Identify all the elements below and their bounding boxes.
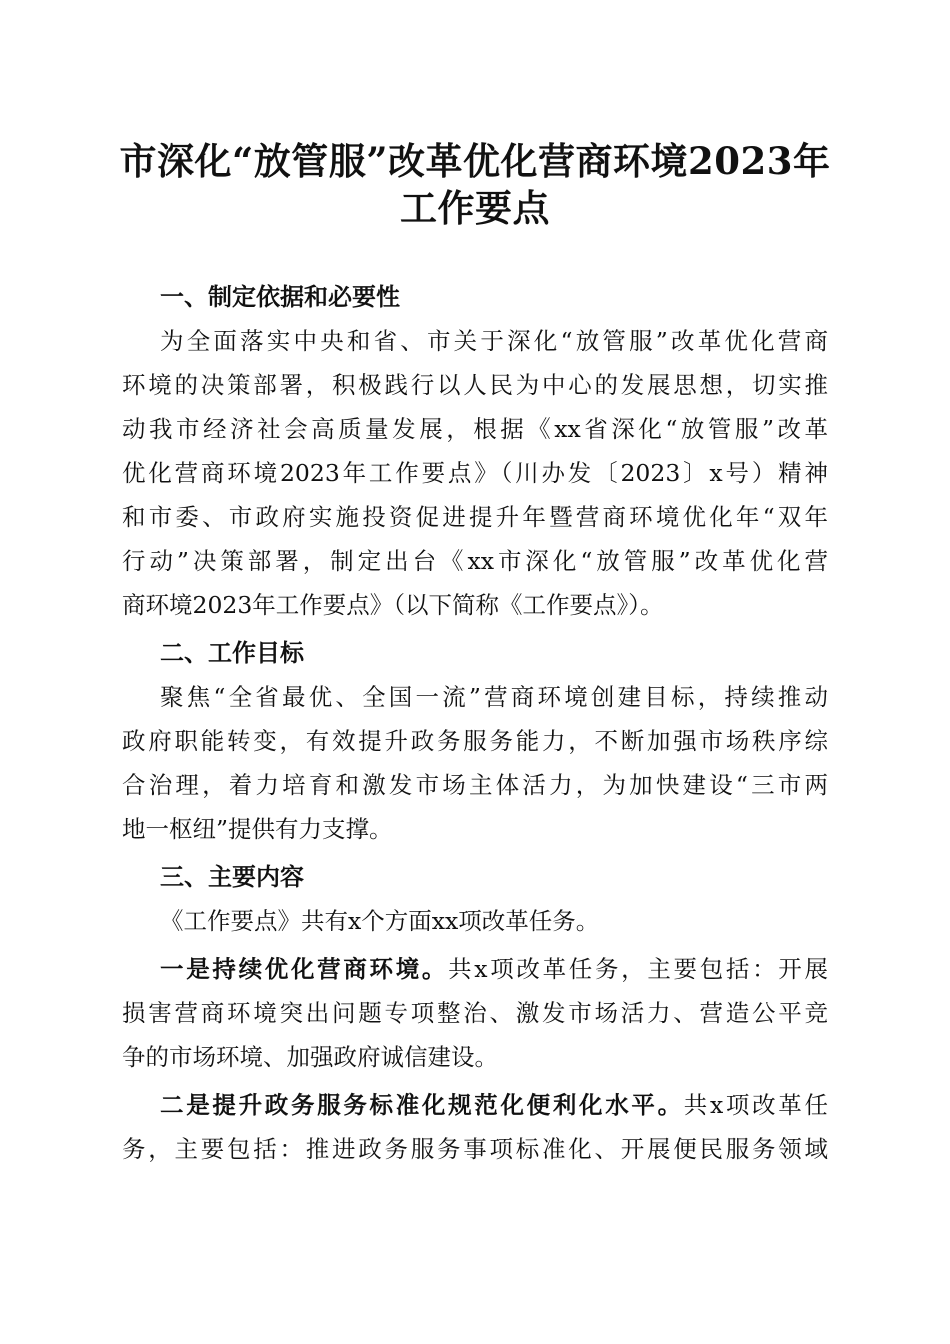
- paragraph-line: 环境的决策部署，积极践行以人民为中心的发展思想，切实推: [122, 371, 828, 399]
- paragraph-line: 损害营商环境突出问题专项整治、激发市场活力、营造公平竞: [122, 999, 828, 1027]
- item-lead: 二是提升政务服务标准化规范化便利化水平。: [160, 1091, 684, 1119]
- paragraph-line: 优化营商环境2023年工作要点》（川办发〔2023〕x号）精神: [122, 459, 828, 487]
- section-heading-goals: 二、工作目标: [160, 639, 304, 667]
- document-title-line-1: 市深化“放管服”改革优化营商环境2023年: [119, 139, 831, 183]
- paragraph-line: [160, 1090, 828, 1120]
- paragraph-line: 地一枢纽”提供有力支撑。: [122, 815, 393, 843]
- paragraph-line: 动我市经济社会高质量发展，根据《xx省深化“放管服”改革: [122, 415, 828, 443]
- section-heading-content: 三、主要内容: [160, 863, 304, 891]
- document-title-line-2: 工作要点: [400, 186, 550, 230]
- paragraph-line: 为全面落实中央和省、市关于深化“放管服”改革优化营商: [160, 327, 828, 355]
- section-heading-basis: 一、制定依据和必要性: [160, 283, 400, 311]
- paragraph-line: 合治理，着力培育和激发市场主体活力，为加快建设“三市两: [122, 771, 828, 799]
- paragraph-line: [160, 954, 828, 984]
- paragraph-line: 争的市场环境、加强政府诚信建设。: [122, 1043, 498, 1071]
- item-text: 共x项改革任: [683, 1091, 828, 1119]
- paragraph-line: 行动”决策部署，制定出台《xx市深化“放管服”改革优化营: [122, 547, 828, 575]
- paragraph-line: 聚焦“全省最优、全国一流”营商环境创建目标，持续推动: [160, 683, 828, 711]
- paragraph-line: 和市委、市政府实施投资促进提升年暨营商环境优化年“双年: [122, 503, 828, 531]
- paragraph-line: 政府职能转变，有效提升政务服务能力，不断加强市场秩序综: [122, 727, 828, 755]
- paragraph-line: 《工作要点》共有x个方面xx项改革任务。: [160, 907, 600, 935]
- item-lead: 一是持续优化营商环境。: [160, 955, 449, 983]
- item-text: 共x项改革任务，主要包括：开展: [448, 955, 828, 983]
- paragraph-line: 商环境2023年工作要点》（以下简称《工作要点》）。: [122, 591, 664, 619]
- paragraph-line: 务，主要包括：推进政务服务事项标准化、开展便民服务领域: [122, 1135, 828, 1163]
